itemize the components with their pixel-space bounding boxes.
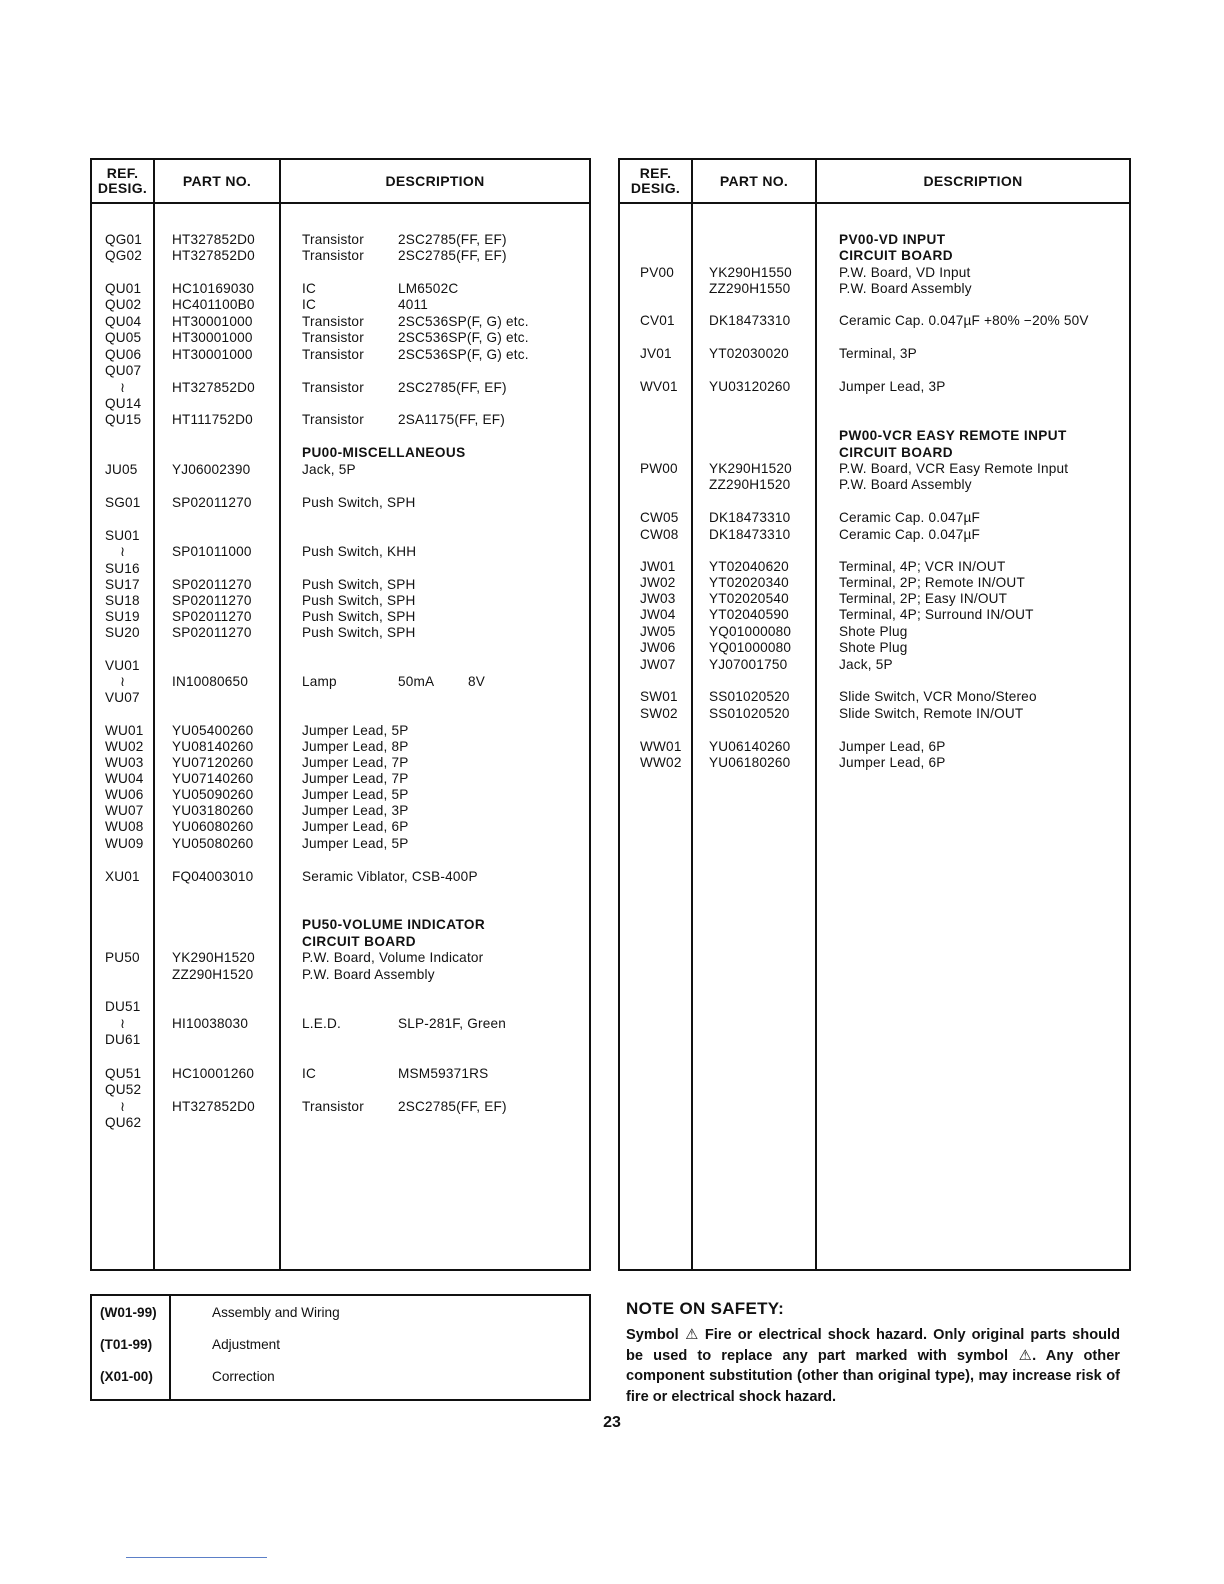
table-row: [92, 1099, 589, 1115]
section-title-row: [620, 248, 1129, 264]
table-row: [620, 281, 1129, 297]
part-no: SS01020520: [709, 706, 790, 721]
description: Transistor: [302, 380, 364, 395]
description: Transistor: [302, 248, 364, 263]
legend-meaning: Assembly and Wiring: [212, 1305, 340, 1320]
legend-code: (T01-99): [100, 1337, 153, 1352]
section-title-row: [620, 232, 1129, 248]
description: Jumper Lead, 7P: [302, 755, 409, 770]
ref-desig: SU19: [105, 609, 140, 624]
description: Shote Plug: [839, 640, 908, 655]
table-row: [92, 528, 589, 544]
ref-desig: QG02: [105, 248, 143, 263]
ref-desig: DU51: [105, 999, 141, 1014]
part-no: SP02011270: [172, 625, 252, 640]
description: Transistor: [302, 330, 364, 345]
description: P.W. Board Assembly: [839, 281, 972, 296]
description: Terminal, 2P; Easy IN/OUT: [839, 591, 1008, 606]
range-symbol: ≀: [120, 674, 126, 689]
description: Ceramic Cap. 0.047µF: [839, 510, 981, 525]
description: Ceramic Cap. 0.047µF +80% −20% 50V: [839, 313, 1089, 328]
table-row: [92, 999, 589, 1015]
ref-desig: VU01: [105, 658, 140, 673]
part-no: YT02020340: [709, 575, 789, 590]
description-spec: 2SC536SP(F, G) etc.: [398, 314, 529, 329]
description: Terminal, 2P; Remote IN/OUT: [839, 575, 1025, 590]
ref-desig: PU50: [105, 950, 140, 965]
description: IC: [302, 1066, 316, 1081]
table-row: [92, 1082, 589, 1098]
part-no: SP02011270: [172, 609, 252, 624]
table-row: [92, 625, 589, 641]
description: Ceramic Cap. 0.047µF: [839, 527, 981, 542]
part-no: ZZ290H1520: [172, 967, 254, 982]
description: Jumper Lead, 7P: [302, 771, 409, 786]
description-spec: 2SC2785(FF, EF): [398, 248, 507, 263]
part-no: FQ04003010: [172, 869, 254, 884]
table-row: [92, 593, 589, 609]
description: Slide Switch, Remote IN/OUT: [839, 706, 1024, 721]
description: Terminal, 4P; VCR IN/OUT: [839, 559, 1006, 574]
description: Lamp: [302, 674, 337, 689]
table-row: [620, 640, 1129, 656]
part-no: HT30001000: [172, 314, 253, 329]
table-row: [92, 1032, 589, 1048]
table-row: [92, 771, 589, 787]
table-row: [92, 577, 589, 593]
table-row: [620, 313, 1129, 329]
table-row: [620, 265, 1129, 281]
part-no: YU05400260: [172, 723, 254, 738]
header-part-no: PART NO.: [182, 172, 252, 189]
description: Transistor: [302, 1099, 364, 1114]
table-row: [620, 461, 1129, 477]
ref-desig: QU62: [105, 1115, 142, 1130]
table-row: [92, 739, 589, 755]
description: Jumper Lead, 3P: [302, 803, 409, 818]
table-row: [92, 347, 589, 363]
description: Transistor: [302, 347, 364, 362]
table-row: [620, 575, 1129, 591]
description: P.W. Board, Volume Indicator: [302, 950, 484, 965]
description: Jumper Lead, 5P: [302, 723, 409, 738]
section-title: PU50-VOLUME INDICATOR: [302, 917, 486, 932]
table-row: [92, 1066, 589, 1082]
table-row: [92, 561, 589, 577]
description: Jumper Lead, 6P: [839, 739, 946, 754]
ref-desig: WW02: [640, 755, 682, 770]
table-row: [620, 527, 1129, 543]
ref-desig: QU07: [105, 363, 142, 378]
description: Terminal, 4P; Surround IN/OUT: [839, 607, 1034, 622]
range-symbol: ≀: [120, 544, 126, 559]
description-spec: SLP-281F, Green: [398, 1016, 507, 1031]
table-row: [92, 314, 589, 330]
description: Push Switch, SPH: [302, 625, 416, 640]
legend-code: (W01-99): [100, 1305, 157, 1320]
table-row: [620, 689, 1129, 705]
ref-desig: CW08: [640, 527, 679, 542]
part-no: HI10038030: [172, 1016, 249, 1031]
ref-desig: WW01: [640, 739, 682, 754]
ref-desig: WU06: [105, 787, 144, 802]
description: Jumper Lead, 8P: [302, 739, 409, 754]
description: P.W. Board Assembly: [839, 477, 972, 492]
warning-triangle-icon: ⚠: [685, 1327, 699, 1343]
ref-desig: QU04: [105, 314, 142, 329]
ref-desig: WU07: [105, 803, 144, 818]
table-row: [92, 803, 589, 819]
part-no: YU03180260: [172, 803, 254, 818]
ref-desig: SU17: [105, 577, 140, 592]
legend-code: (X01-00): [100, 1369, 153, 1384]
table-row: [92, 544, 589, 560]
table-row: [620, 510, 1129, 526]
description-spec: 2SC536SP(F, G) etc.: [398, 347, 529, 362]
section-title: CIRCUIT BOARD: [839, 248, 953, 263]
table-row: [92, 1115, 589, 1131]
part-no: YU07140260: [172, 771, 254, 786]
description: Seramic Viblator, CSB-400P: [302, 869, 478, 884]
description-spec: 4011: [398, 297, 429, 312]
safety-note: [626, 1299, 1120, 1407]
part-no: HT327852D0: [172, 1099, 255, 1114]
table-row: [620, 624, 1129, 640]
table-row: [92, 1016, 589, 1032]
part-no: YU06140260: [709, 739, 791, 754]
description: Jumper Lead, 5P: [302, 836, 409, 851]
table-row: [620, 346, 1129, 362]
description: Terminal, 3P: [839, 346, 917, 361]
ref-desig: WU01: [105, 723, 144, 738]
table-row: [92, 836, 589, 852]
ref-desig: WU09: [105, 836, 144, 851]
description-spec: 2SC2785(FF, EF): [398, 232, 507, 247]
legend-row: [92, 1303, 589, 1323]
description: Transistor: [302, 412, 364, 427]
part-no: YQ01000080: [709, 640, 792, 655]
part-no: YU06180260: [709, 755, 791, 770]
description: Jumper Lead, 6P: [302, 819, 409, 834]
table-row: [92, 869, 589, 885]
table-row: [92, 723, 589, 739]
part-no: YK290H1550: [709, 265, 792, 280]
ref-desig: JU05: [105, 462, 138, 477]
page-number: 23: [603, 1414, 621, 1431]
part-no: HT30001000: [172, 330, 253, 345]
ref-desig: QU01: [105, 281, 142, 296]
description-spec2: 8V: [468, 674, 486, 689]
parts-table-left: [90, 158, 591, 1271]
section-title: PW00-VCR EASY REMOTE INPUT: [839, 428, 1067, 443]
description: P.W. Board Assembly: [302, 967, 435, 982]
description: L.E.D.: [302, 1016, 341, 1031]
part-no: SP02011270: [172, 577, 252, 592]
part-no: SS01020520: [709, 689, 790, 704]
header-description: DESCRIPTION: [385, 172, 485, 189]
section-title-row: [92, 917, 589, 933]
part-no: HC401100B0: [172, 297, 255, 312]
table-row: [620, 755, 1129, 771]
description: Push Switch, SPH: [302, 593, 416, 608]
legend-row: [92, 1335, 589, 1355]
part-no: YU05090260: [172, 787, 254, 802]
ref-desig: WU03: [105, 755, 144, 770]
ref-desig: VU07: [105, 690, 140, 705]
table-row: [620, 477, 1129, 493]
link-underline: [126, 1557, 267, 1558]
description: Jack, 5P: [839, 657, 893, 672]
legend-meaning: Adjustment: [212, 1337, 281, 1352]
ref-desig: JW07: [640, 657, 676, 672]
description-spec: MSM59371RS: [398, 1066, 489, 1081]
revision-legend: [90, 1294, 591, 1401]
range-symbol: ≀: [120, 380, 126, 395]
ref-desig: SU20: [105, 625, 140, 640]
ref-desig: JW01: [640, 559, 676, 574]
table-row: [92, 232, 589, 248]
part-no: DK18473310: [709, 313, 791, 328]
description: P.W. Board, VCR Easy Remote Input: [839, 461, 1069, 476]
table-row: [92, 330, 589, 346]
ref-desig: SW01: [640, 689, 678, 704]
description: Jumper Lead, 3P: [839, 379, 946, 394]
description-spec: 2SC2785(FF, EF): [398, 1099, 507, 1114]
description: Shote Plug: [839, 624, 908, 639]
part-no: YJ07001750: [709, 657, 788, 672]
part-no: DK18473310: [709, 527, 791, 542]
section-title: PV00-VD INPUT: [839, 232, 946, 247]
description-spec: 2SC2785(FF, EF): [398, 380, 507, 395]
ref-desig: QG01: [105, 232, 143, 247]
section-title-row: [92, 934, 589, 950]
ref-desig: JW02: [640, 575, 676, 590]
table-row: [92, 281, 589, 297]
part-no: SP02011270: [172, 593, 252, 608]
section-title: PU00-MISCELLANEOUS: [302, 445, 466, 460]
part-no: YT02040590: [709, 607, 789, 622]
ref-desig: XU01: [105, 869, 140, 884]
ref-desig: SU01: [105, 528, 140, 543]
header-ref-desig: REF. DESIG.: [630, 165, 681, 196]
ref-desig: QU05: [105, 330, 142, 345]
table-row: [620, 706, 1129, 722]
part-no: HT327852D0: [172, 232, 255, 247]
description: P.W. Board, VD Input: [839, 265, 971, 280]
table-row: [92, 950, 589, 966]
section-title-row: [620, 445, 1129, 461]
header-description: DESCRIPTION: [923, 172, 1023, 189]
table-row: [620, 559, 1129, 575]
description: Transistor: [302, 232, 364, 247]
part-no: HC10169030: [172, 281, 255, 296]
table-row: [92, 396, 589, 412]
section-title: CIRCUIT BOARD: [839, 445, 953, 460]
ref-desig: QU51: [105, 1066, 142, 1081]
part-no: SP01011000: [172, 544, 252, 559]
ref-desig: PV00: [640, 265, 675, 280]
ref-desig: SG01: [105, 495, 141, 510]
table-row: [92, 690, 589, 706]
ref-desig: QU14: [105, 396, 142, 411]
description: Slide Switch, VCR Mono/Stereo: [839, 689, 1037, 704]
table-row: [92, 658, 589, 674]
part-no: ZZ290H1520: [709, 477, 791, 492]
ref-desig: WV01: [640, 379, 678, 394]
ref-desig: JW06: [640, 640, 676, 655]
range-symbol: ≀: [120, 1016, 126, 1031]
table-row: [92, 755, 589, 771]
ref-desig: SU16: [105, 561, 140, 576]
description: IC: [302, 281, 316, 296]
table-row: [92, 380, 589, 396]
ref-desig: QU06: [105, 347, 142, 362]
section-title-row: [92, 445, 589, 461]
table-row: [92, 787, 589, 803]
ref-desig: DU61: [105, 1032, 141, 1047]
part-no: SP02011270: [172, 495, 252, 510]
part-no: YT02020540: [709, 591, 789, 606]
legend-meaning: Correction: [212, 1369, 275, 1384]
table-row: [620, 607, 1129, 623]
header-ref-desig: REF. DESIG.: [97, 165, 148, 196]
part-no: YT02040620: [709, 559, 789, 574]
ref-desig: SW02: [640, 706, 678, 721]
part-no: HT30001000: [172, 347, 253, 362]
ref-desig: JW04: [640, 607, 676, 622]
table-row: [92, 609, 589, 625]
table-row: [620, 591, 1129, 607]
part-no: YU08140260: [172, 739, 254, 754]
description-spec: 2SA1175(FF, EF): [398, 412, 506, 427]
warning-triangle-icon: ⚠: [1018, 1347, 1032, 1364]
table-row: [620, 657, 1129, 673]
range-symbol: ≀: [120, 1099, 126, 1114]
ref-desig: QU52: [105, 1082, 142, 1097]
parts-table-right: [618, 158, 1131, 1271]
part-no: HT327852D0: [172, 380, 255, 395]
part-no: HC10001260: [172, 1066, 255, 1081]
part-no: HT327852D0: [172, 248, 255, 263]
ref-desig: JV01: [640, 346, 672, 361]
ref-desig: WU04: [105, 771, 144, 786]
section-title-row: [620, 428, 1129, 444]
ref-desig: QU02: [105, 297, 142, 312]
part-no: YQ01000080: [709, 624, 792, 639]
legend-row: [92, 1367, 589, 1387]
ref-desig: WU08: [105, 819, 144, 834]
part-no: IN10080650: [172, 674, 249, 689]
description: Push Switch, SPH: [302, 495, 416, 510]
ref-desig: CW05: [640, 510, 679, 525]
description: Jack, 5P: [302, 462, 356, 477]
table-row: [92, 674, 589, 690]
table-row: [92, 248, 589, 264]
description: IC: [302, 297, 316, 312]
ref-desig: JW03: [640, 591, 676, 606]
part-no: YJ06002390: [172, 462, 251, 477]
safety-title: NOTE ON SAFETY:: [626, 1299, 785, 1318]
description-spec: 2SC536SP(F, G) etc.: [398, 330, 529, 345]
ref-desig: SU18: [105, 593, 140, 608]
section-title: CIRCUIT BOARD: [302, 934, 416, 949]
table-row: [92, 297, 589, 313]
table-row: [92, 412, 589, 428]
description: Transistor: [302, 314, 364, 329]
part-no: YU06080260: [172, 819, 254, 834]
description-spec: LM6502C: [398, 281, 459, 296]
ref-desig: PW00: [640, 461, 678, 476]
header-part-no: PART NO.: [719, 172, 789, 189]
description: Jumper Lead, 6P: [839, 755, 946, 770]
table-row: [92, 462, 589, 478]
ref-desig: QU15: [105, 412, 142, 427]
table-row: [620, 739, 1129, 755]
part-no: YT02030020: [709, 346, 789, 361]
part-no: YU03120260: [709, 379, 791, 394]
part-no: HT111752D0: [172, 412, 253, 427]
ref-desig: WU02: [105, 739, 144, 754]
part-no: ZZ290H1550: [709, 281, 791, 296]
part-no: YK290H1520: [709, 461, 792, 476]
description: Push Switch, SPH: [302, 577, 416, 592]
safety-text: Symbol ⚠ Fire or electrical shock hazard. Only original parts should be used to replace any part marked with symbol ⚠. Any other component substitution (other than original type), may increase risk of fire or electrical shock hazard.: [626, 1327, 1120, 1405]
description: Push Switch, SPH: [302, 609, 416, 624]
table-row: [92, 819, 589, 835]
part-no: DK18473310: [709, 510, 791, 525]
description: Push Switch, KHH: [302, 544, 417, 559]
part-no: YU05080260: [172, 836, 254, 851]
description: Jumper Lead, 5P: [302, 787, 409, 802]
table-row: [92, 363, 589, 379]
description-spec: 50mA: [398, 674, 435, 689]
ref-desig: JW05: [640, 624, 676, 639]
part-no: YK290H1520: [172, 950, 255, 965]
table-row: [92, 967, 589, 983]
ref-desig: CV01: [640, 313, 675, 328]
table-row: [620, 379, 1129, 395]
table-row: [92, 495, 589, 511]
part-no: YU07120260: [172, 755, 254, 770]
